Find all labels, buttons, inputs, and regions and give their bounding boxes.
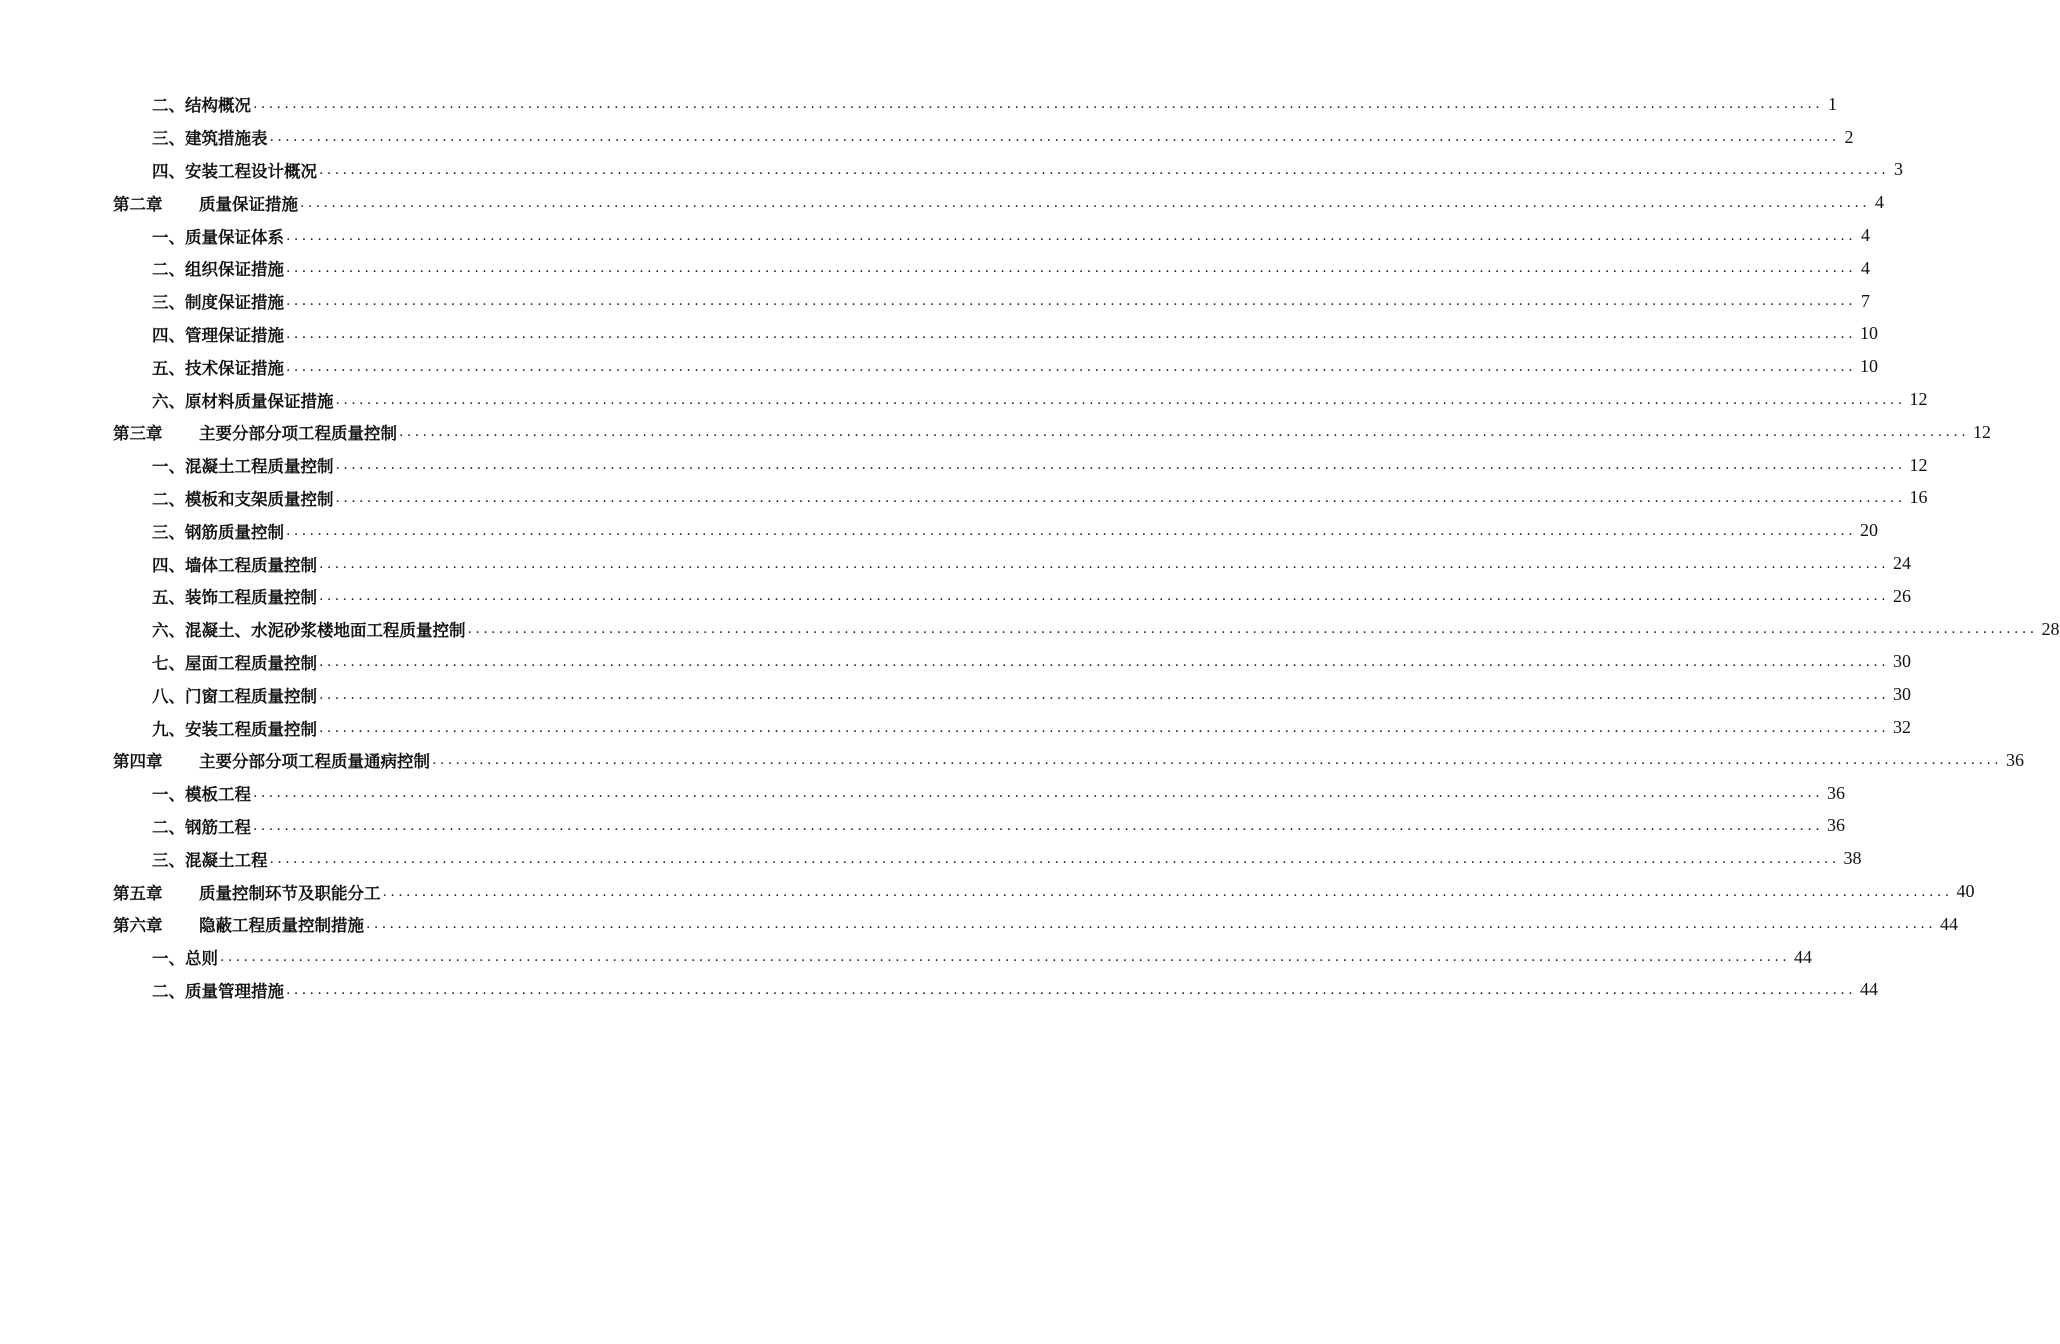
toc-dot-leader: ........................................................................................................................................................................................................ — [253, 785, 1824, 802]
toc-page-number: 36 — [1827, 782, 1846, 803]
toc-chapter-entry — [113, 416, 1992, 449]
toc-page-number: 32 — [1893, 717, 1912, 738]
toc-section-entry — [113, 482, 1928, 515]
toc-dot-leader: ........................................................................................................................................................................................................ — [432, 752, 2003, 769]
toc-chapter-entry — [113, 875, 1975, 908]
toc-entry-title: 四、墙体工程质量控制 — [152, 555, 317, 575]
toc-page-number: 36 — [1827, 815, 1846, 836]
toc-page-number: 26 — [1893, 585, 1912, 606]
toc-entry-label — [152, 486, 334, 510]
toc-dot-leader: ........................................................................................................................................................................................................ — [286, 358, 1857, 375]
toc-entry-title: 九、安装工程质量控制 — [152, 719, 317, 739]
toc-entry-label — [113, 420, 397, 444]
toc-entry-title: 三、钢筋质量控制 — [152, 522, 284, 542]
toc-entry-label — [152, 683, 317, 707]
toc-entry-title: 一、混凝土工程质量控制 — [152, 457, 334, 477]
toc-section-entry — [113, 941, 1813, 974]
toc-entry-label — [152, 453, 334, 477]
toc-page-number: 7 — [1861, 290, 1871, 311]
toc-dot-leader: ........................................................................................................................................................................................................ — [399, 424, 1970, 441]
toc-chapter-number: 第三章 — [113, 424, 163, 444]
toc-section-entry — [113, 777, 1846, 810]
toc-entry-title: 质量保证措施 — [199, 194, 298, 214]
toc-section-entry — [113, 449, 1928, 482]
toc-page-number: 12 — [1973, 421, 1992, 442]
toc-entry-label — [152, 552, 317, 576]
toc-page-number: 3 — [1894, 159, 1904, 180]
toc-page-number: 44 — [1940, 913, 1959, 934]
toc-dot-leader: ........................................................................................................................................................................................................ — [286, 325, 1857, 342]
toc-entry-label — [152, 650, 317, 674]
toc-chapter-number: 第二章 — [113, 194, 163, 214]
toc-entry-label — [152, 716, 317, 740]
toc-dot-leader: ........................................................................................................................................................................................................ — [366, 916, 1937, 933]
toc-entry-title: 八、门窗工程质量控制 — [152, 686, 317, 706]
toc-entry-label — [152, 125, 268, 149]
toc-entry-label — [152, 847, 268, 871]
toc-page-number: 24 — [1893, 553, 1912, 574]
toc-section-entry — [113, 383, 1928, 416]
toc-entry-title: 主要分部分项工程质量通病控制 — [199, 752, 430, 772]
toc-page-number: 30 — [1893, 684, 1912, 705]
toc-section-entry — [113, 121, 1854, 154]
toc-dot-leader: ........................................................................................................................................................................................................ — [269, 129, 1840, 146]
toc-dot-leader: ........................................................................................................................................................................................................ — [335, 489, 1906, 506]
toc-entry-title: 一、总则 — [152, 949, 218, 969]
toc-dot-leader: ........................................................................................................................................................................................................ — [300, 194, 1871, 211]
toc-entry-title: 六、原材料质量保证措施 — [152, 391, 334, 411]
toc-dot-leader: ........................................................................................................................................................................................................ — [467, 621, 2038, 638]
toc-entry-label — [152, 92, 251, 116]
toc-entry-title: 二、钢筋工程 — [152, 817, 251, 837]
toc-page-number: 2 — [1844, 126, 1854, 147]
toc-dot-leader: ........................................................................................................................................................................................................ — [253, 817, 1824, 834]
toc-chapter-entry — [113, 908, 1959, 941]
toc-entry-title: 三、混凝土工程 — [152, 850, 268, 870]
toc-dot-leader: ........................................................................................................................................................................................................ — [269, 850, 1840, 867]
toc-entry-label — [152, 617, 466, 641]
table-of-contents — [113, 88, 2060, 1006]
toc-chapter-entry — [113, 744, 2025, 777]
toc-entry-title: 一、模板工程 — [152, 785, 251, 805]
toc-dot-leader: ........................................................................................................................................................................................................ — [220, 949, 1791, 966]
toc-section-entry — [113, 613, 2060, 646]
toc-section-entry — [113, 252, 1871, 285]
toc-page-number: 38 — [1843, 848, 1862, 869]
toc-entry-title: 主要分部分项工程质量控制 — [199, 424, 397, 444]
toc-entry-label — [152, 256, 284, 280]
toc-entry-title: 五、技术保证措施 — [152, 358, 284, 378]
toc-dot-leader: ........................................................................................................................................................................................................ — [319, 686, 1890, 703]
toc-section-entry — [113, 318, 1879, 351]
toc-entry-title: 一、质量保证体系 — [152, 227, 284, 247]
toc-entry-title: 六、混凝土、水泥砂浆楼地面工程质量控制 — [152, 621, 466, 641]
toc-page-number: 36 — [2006, 749, 2025, 770]
toc-entry-title: 三、建筑措施表 — [152, 129, 268, 149]
toc-chapter-number: 第五章 — [113, 883, 163, 903]
toc-page-number: 10 — [1860, 323, 1879, 344]
toc-section-entry — [113, 678, 1912, 711]
toc-entry-title: 七、屋面工程质量控制 — [152, 653, 317, 673]
toc-dot-leader: ........................................................................................................................................................................................................ — [319, 719, 1890, 736]
toc-entry-label — [113, 748, 430, 772]
toc-page-number: 12 — [1909, 389, 1928, 410]
toc-dot-leader: ........................................................................................................................................................................................................ — [319, 161, 1890, 178]
toc-page-number: 30 — [1893, 651, 1912, 672]
toc-entry-title: 隐蔽工程质量控制措施 — [199, 916, 364, 936]
toc-section-entry — [113, 154, 1904, 187]
toc-entry-label — [152, 388, 334, 412]
toc-entry-title: 二、组织保证措施 — [152, 260, 284, 280]
toc-section-entry — [113, 285, 1871, 318]
toc-dot-leader: ........................................................................................................................................................................................................ — [286, 981, 1857, 998]
toc-entry-label — [113, 191, 298, 215]
toc-entry-label — [152, 355, 284, 379]
toc-dot-leader: ........................................................................................................................................................................................................ — [286, 293, 1857, 310]
toc-dot-leader: ........................................................................................................................................................................................................ — [319, 653, 1890, 670]
toc-entry-title: 二、模板和支架质量控制 — [152, 489, 334, 509]
toc-dot-leader: ........................................................................................................................................................................................................ — [286, 522, 1857, 539]
toc-chapter-entry — [113, 186, 1885, 219]
toc-section-entry — [113, 842, 1862, 875]
toc-chapter-number: 第六章 — [113, 916, 163, 936]
toc-section-entry — [113, 810, 1846, 843]
toc-dot-leader: ........................................................................................................................................................................................................ — [286, 227, 1857, 244]
toc-entry-label — [152, 978, 284, 1002]
toc-dot-leader: ........................................................................................................................................................................................................ — [382, 883, 1953, 900]
toc-dot-leader: ........................................................................................................................................................................................................ — [319, 555, 1890, 572]
toc-entry-label — [152, 322, 284, 346]
toc-dot-leader: ........................................................................................................................................................................................................ — [253, 96, 1824, 113]
toc-entry-title: 四、管理保证措施 — [152, 325, 284, 345]
toc-entry-label — [152, 158, 317, 182]
toc-page-number: 1 — [1828, 93, 1838, 114]
toc-section-entry — [113, 514, 1879, 547]
toc-entry-title: 质量控制环节及职能分工 — [199, 883, 381, 903]
toc-entry-label — [152, 945, 218, 969]
toc-section-entry — [113, 711, 1912, 744]
toc-entry-title: 四、安装工程设计概况 — [152, 161, 317, 181]
toc-page-number: 44 — [1794, 946, 1813, 967]
toc-dot-leader: ........................................................................................................................................................................................................ — [286, 260, 1857, 277]
toc-entry-label — [152, 519, 284, 543]
toc-section-entry — [113, 646, 1912, 679]
toc-dot-leader: ........................................................................................................................................................................................................ — [319, 588, 1890, 605]
toc-entry-label — [152, 584, 317, 608]
toc-section-entry — [113, 88, 1838, 121]
toc-section-entry — [113, 974, 1879, 1007]
toc-entry-title: 二、质量管理措施 — [152, 981, 284, 1001]
toc-page-number: 4 — [1861, 257, 1871, 278]
toc-entry-label — [152, 289, 284, 313]
toc-page-number: 4 — [1861, 225, 1871, 246]
toc-page-number: 28 — [2041, 618, 2060, 639]
toc-page-number: 44 — [1860, 979, 1879, 1000]
toc-dot-leader: ........................................................................................................................................................................................................ — [335, 457, 1906, 474]
toc-page-number: 12 — [1909, 454, 1928, 475]
toc-entry-label — [152, 224, 284, 248]
toc-section-entry — [113, 219, 1871, 252]
toc-section-entry — [113, 580, 1912, 613]
toc-entry-label — [113, 912, 364, 936]
toc-page-number: 10 — [1860, 356, 1879, 377]
toc-page-number: 20 — [1860, 520, 1879, 541]
toc-dot-leader: ........................................................................................................................................................................................................ — [335, 391, 1906, 408]
toc-page-number: 4 — [1875, 192, 1885, 213]
toc-entry-label — [113, 880, 381, 904]
toc-entry-title: 三、制度保证措施 — [152, 293, 284, 313]
toc-page-number: 16 — [1909, 487, 1928, 508]
toc-entry-label — [152, 814, 251, 838]
toc-entry-title: 二、结构概况 — [152, 96, 251, 116]
toc-section-entry — [113, 350, 1879, 383]
toc-entry-label — [152, 781, 251, 805]
toc-chapter-number: 第四章 — [113, 752, 163, 772]
toc-entry-title: 五、装饰工程质量控制 — [152, 588, 317, 608]
toc-page-number: 40 — [1956, 881, 1975, 902]
toc-section-entry — [113, 547, 1912, 580]
